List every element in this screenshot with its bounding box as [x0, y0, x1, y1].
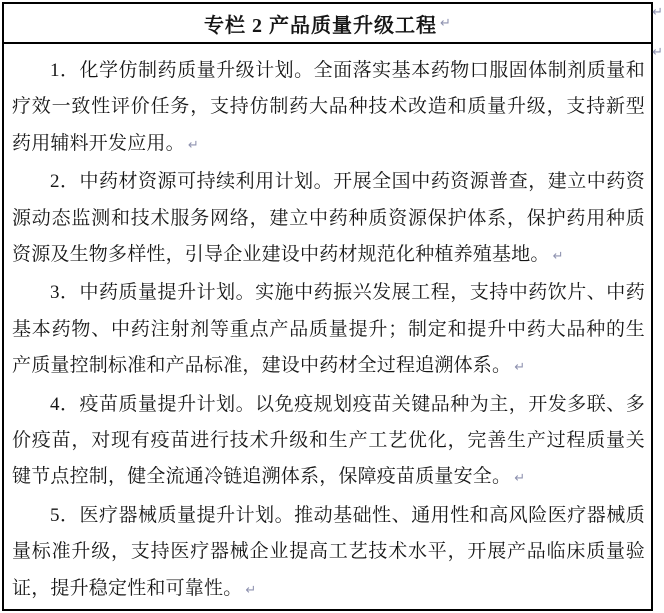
paragraph-item-1 — [12, 53, 645, 164]
paragraph-2-text: 2．中药材资源可持续利用计划。开展全国中药资源普查，建立中药资源动态监测和技术服务网络，建立中药种质资源保护体系，保护药用种质资源及生物多样性，引导企业建设中药材规范化种植养殖基地。 — [12, 171, 645, 266]
paragraph-mark-icon: ↵ — [514, 471, 526, 487]
paragraph-mark-icon: ↵ — [552, 249, 564, 265]
box-body-cell — [4, 44, 651, 609]
paragraph-mark-icon: ↵ — [440, 15, 451, 31]
row-end-mark-icon: ↵ — [652, 5, 663, 20]
paragraph-3-text: 3．中药质量提升计划。实施中药振兴发展工程，支持中药饮片、中药基本药物、中药注射剂等重点产品质量提升；制定和提升中药大品种的生产质量控制标准和产品标准，建设中药材全过程追溯体系。 — [12, 282, 645, 377]
paragraph-mark-icon: ↵ — [187, 137, 199, 153]
row-end-mark-icon: ↵ — [652, 45, 663, 60]
paragraph-5-text: 5．医疗器械质量提升计划。推动基础性、通用性和高风险医疗器械质量标准升级，支持医疗器械企业提高工艺技术水平，开展产品临床质量验证，提升稳定性和可靠性。 — [12, 504, 645, 599]
feature-box-table — [2, 2, 653, 611]
paragraph-item-4 — [12, 387, 645, 498]
paragraph-1-text: 1．化学仿制药质量升级计划。全面落实基本药物口服固体制剂质量和疗效一致性评价任务，支持仿制药大品种技术改造和质量升级，支持新型药用辅料开发应用。 — [12, 60, 645, 154]
paragraph-item-5 — [12, 498, 645, 609]
paragraph-4-text: 4．疫苗质量提升计划。以免疫规划疫苗关键品种为主，开发多联、多价疫苗，对现有疫苗进行技术升级和生产工艺优化，完善生产过程质量关键节点控制，健全流通冷链追溯体系，保障疫苗质量安全。 — [12, 393, 645, 488]
paragraph-item-2 — [12, 164, 645, 275]
box-title-row — [4, 4, 651, 44]
box-title: 专栏 2 产品质量升级工程 — [204, 14, 438, 37]
paragraph-item-3 — [12, 275, 645, 386]
paragraph-mark-icon: ↵ — [245, 582, 257, 598]
paragraph-mark-icon: ↵ — [514, 360, 526, 376]
